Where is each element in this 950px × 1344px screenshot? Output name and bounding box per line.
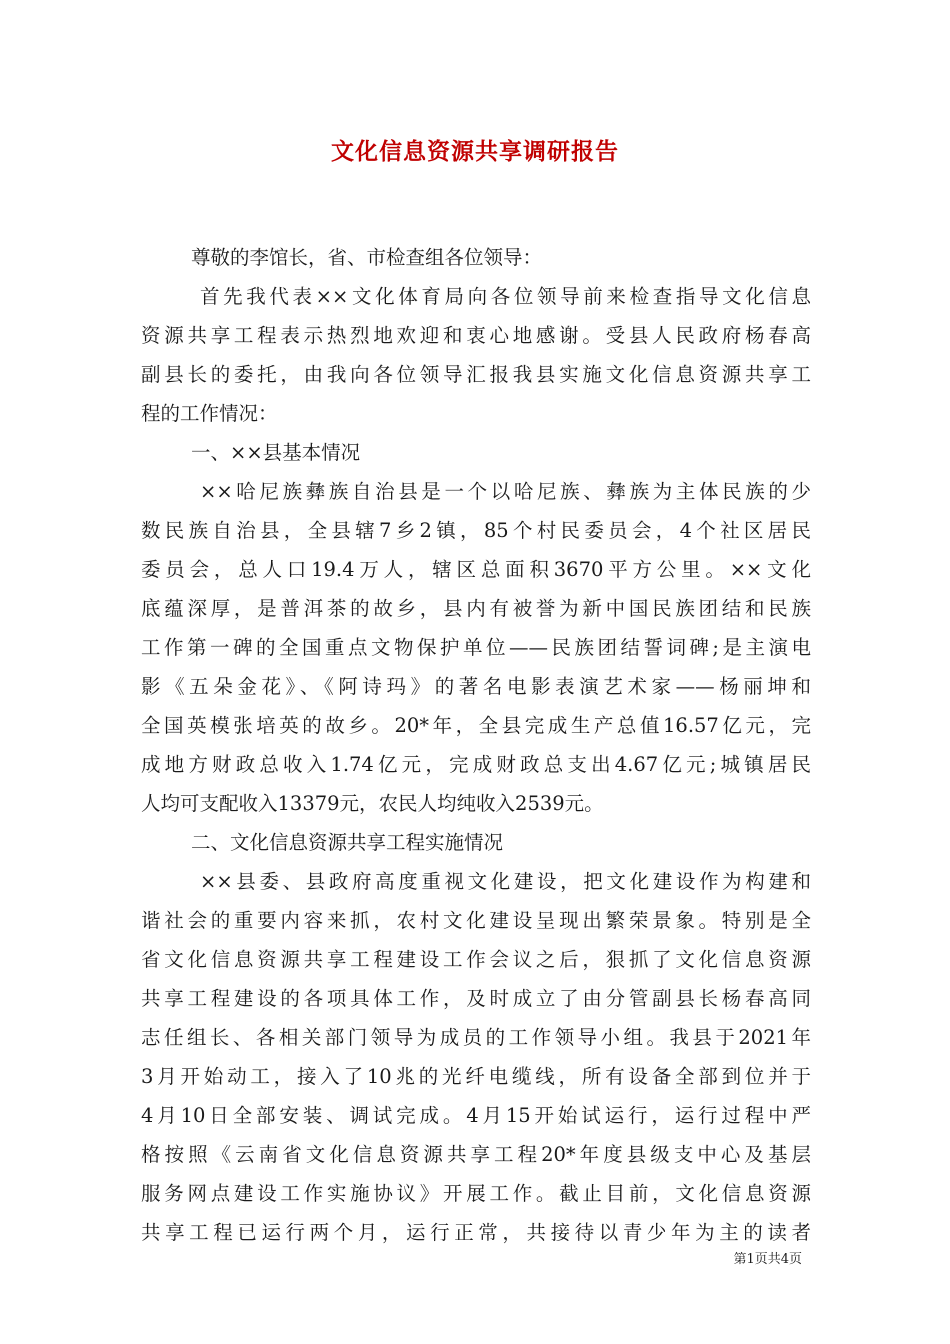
- paragraph-line: 省文化信息资源共享工程建设工作会议之后，狠抓了文化信息资源: [141, 948, 811, 971]
- paragraph-line: 3月开始动工，接入了10兆的光纤电缆线，所有设备全部到位并于: [141, 1065, 811, 1088]
- paragraph-line: 工作第一碑的全国重点文物保护单位——民族团结誓词碑;是主演电: [141, 636, 811, 659]
- paragraph-line: 志任组长、各相关部门领导为成员的工作领导小组。我县于2021年: [141, 1026, 811, 1049]
- paragraph-line: ××哈尼族彝族自治县是一个以哈尼族、彝族为主体民族的少: [200, 480, 811, 503]
- paragraph-line: 影《五朵金花》、《阿诗玛》的著名电影表演艺术家——杨丽坤和: [141, 675, 811, 698]
- paragraph-line: 全国英模张培英的故乡。20*年，全县完成生产总值16.57亿元，完: [141, 714, 811, 737]
- paragraph-line: 服务网点建设工作实施协议》开展工作。截止目前，文化信息资源: [141, 1182, 811, 1205]
- paragraph-line: 资源共享工程表示热烈地欢迎和衷心地感谢。受县人民政府杨春高: [141, 324, 811, 347]
- paragraph-line: 首先我代表××文化体育局向各位领导前来检查指导文化信息: [200, 285, 811, 308]
- paragraph-line: 副县长的委托，由我向各位领导汇报我县实施文化信息资源共享工: [141, 363, 811, 386]
- salutation: 尊敬的李馆长，省、市检查组各位领导：: [191, 246, 543, 269]
- paragraph-line: 程的工作情况：: [141, 402, 278, 425]
- document-title: 文化信息资源共享调研报告: [331, 138, 619, 165]
- paragraph-line: 数民族自治县，全县辖7乡2镇，85个村民委员会，4个社区居民: [141, 519, 811, 542]
- document-body: [141, 238, 811, 1252]
- paragraph-line: 底蕴深厚，是普洱茶的故乡，县内有被誉为新中国民族团结和民族: [141, 597, 811, 620]
- page-number: 第1页共4页: [733, 1252, 802, 1267]
- section-heading: 二、文化信息资源共享工程实施情况: [191, 831, 504, 854]
- paragraph-line: 成地方财政总收入1.74亿元，完成财政总支出4.67亿元;城镇居民: [141, 753, 811, 776]
- paragraph-line: ××县委、县政府高度重视文化建设，把文化建设作为构建和: [200, 870, 811, 893]
- paragraph-line: 委员会，总人口19.4万人，辖区总面积3670平方公里。××文化: [141, 558, 811, 581]
- paragraph-line: 4月10日全部安装、调试完成。4月15开始试运行，运行过程中严: [141, 1104, 811, 1127]
- paragraph-line: 共享工程已运行两个月，运行正常，共接待以青少年为主的读者: [141, 1221, 811, 1244]
- paragraph-line: 共享工程建设的各项具体工作，及时成立了由分管副县长杨春高同: [141, 987, 811, 1010]
- section-heading: 一、××县基本情况: [191, 441, 361, 464]
- paragraph-line: 格按照《云南省文化信息资源共享工程20*年度县级支中心及基层: [141, 1143, 811, 1166]
- paragraph-line: 人均可支配收入13379元，农民人均纯收入2539元。: [141, 792, 604, 815]
- paragraph-line: 谐社会的重要内容来抓，农村文化建设呈现出繁荣景象。特别是全: [141, 909, 811, 932]
